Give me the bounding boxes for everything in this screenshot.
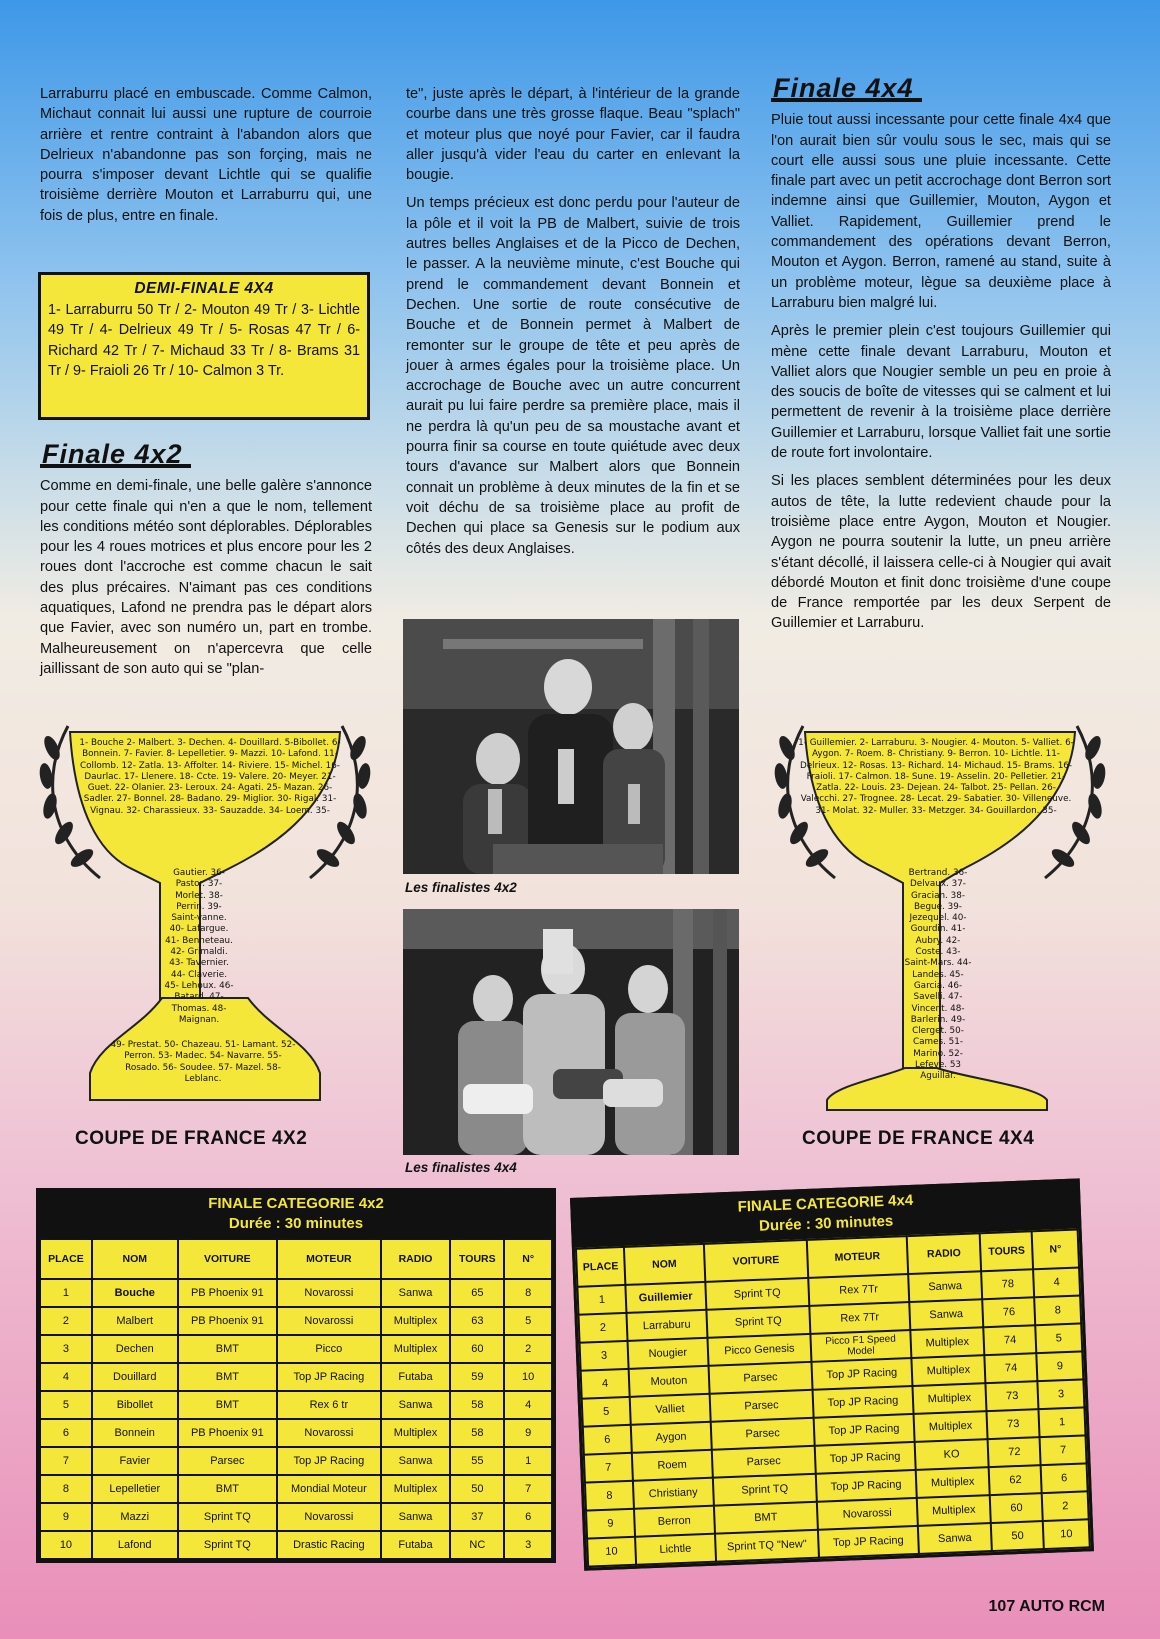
page-footer — [989, 1598, 1105, 1616]
table-cell: 74 — [984, 1325, 1037, 1355]
podium-photo-illustration — [403, 619, 739, 874]
demi-finale-results: 1- Larraburru 50 Tr / 2- Mouton 49 Tr / 3- Lichtle 49 Tr / 4- Delrieux 49 Tr / 5- Rosas 47 Tr / 6- Richard 42 Tr / 7- Michaud 33 Tr / 8- Brams 31 Tr / 9- Fraioli 26 Tr / 10- Calmon 3 Tr. — [48, 301, 360, 379]
table-cell: 9 — [1037, 1351, 1084, 1381]
table-cell: Multiplex — [915, 1467, 990, 1498]
table-row — [40, 1475, 552, 1503]
table-cell: 73 — [986, 1381, 1039, 1411]
cup-4x2-bowl-text: 1- Bouche 2- Malbert. 3- Dechen. 4- Douillard. 5-Bibollet. 6- Bonnein. 7- Favier. 8- Lepelletier. 9- Mazzi. 10- Lafond. 11- Collomb. 12- Zatla. 13- Affolter. 14- Riviere. 15- Michel. 16- Daurlac. 17- Llenere. 18- Ccte. 19- Valere. 20- Meyer. 21- Guet. 22- Olanier. 23- Leroux. 24- Agati. 25- Mazan. 26- Sadler. 27- Bonnel. 28- Badano. 29- Miglior. 30- Rigal. 31- Vignau. 32- Charassieux. 33- Sauzadde. 34- Loem. 35- — [79, 738, 341, 816]
table-cell: Multiplex — [916, 1495, 991, 1526]
table-cell: Sprint TQ "New" — [715, 1530, 819, 1562]
table-cell: Berron — [634, 1506, 715, 1537]
table-cell: 7 — [1040, 1435, 1087, 1465]
table-cell: 9 — [40, 1503, 92, 1531]
table-cell: 55 — [450, 1447, 504, 1475]
table-cell: 8 — [585, 1481, 634, 1511]
table-cell: 9 — [504, 1419, 552, 1447]
table-cell: Multiplex — [381, 1335, 451, 1363]
cup-4x4-stem-text: Bertrand. 36- Delvaux. 37- Gracian. 38- Begue. 39- Jezequel. 40- Gourdin. 41- Aubry. 42- Coste. 43- Saint-Mars. 44- Landes. 45- Garcia. 46- Savelli. 47- Vincent. 48- Barlerin. 49- Clerget. 50- Cames. 51- Marino. 52- Lefeve. 53 Aguillar. — [904, 868, 972, 1082]
table-cell: 10 — [1043, 1519, 1090, 1549]
table-cell: Sanwa — [381, 1503, 451, 1531]
table-cell: 6 — [1041, 1463, 1088, 1493]
table-cell: 3 — [1038, 1379, 1085, 1409]
table-cell: Novarossi — [277, 1279, 381, 1307]
table-row — [40, 1447, 552, 1475]
table-cell: Drastic Racing — [277, 1531, 381, 1559]
table-cell: 58 — [450, 1391, 504, 1419]
table-cell: 6 — [504, 1503, 552, 1531]
table-cell: Sprint TQ — [705, 1278, 809, 1310]
table-4x2-duration: Durée : 30 minutes — [228, 1215, 364, 1232]
table-cell: 78 — [981, 1269, 1034, 1299]
table-cell: 7 — [504, 1475, 552, 1503]
table-4x4-duration: Durée : 30 minutes — [758, 1212, 894, 1235]
table-row — [40, 1391, 552, 1419]
table-cell: Rex 7Tr — [809, 1302, 910, 1334]
table-cell: Sprint TQ — [713, 1474, 817, 1506]
table-cell: Parsec — [708, 1362, 812, 1394]
table-cell: Top JP Racing — [816, 1470, 917, 1502]
demi-finale-title: DEMI-FINALE 4X4 — [134, 280, 274, 297]
table-cell: Christiany — [633, 1478, 714, 1509]
table-4x2-title: FINALE CATEGORIE 4x2 — [208, 1195, 384, 1212]
table-cell: 2 — [1042, 1491, 1089, 1521]
table-4x4-grid — [575, 1229, 1091, 1568]
column-2 — [406, 84, 740, 567]
column-1-lower — [40, 439, 372, 687]
table-cell: Bibollet — [92, 1391, 178, 1419]
table-cell: Parsec — [711, 1446, 815, 1478]
table-cell: 4 — [504, 1391, 552, 1419]
table-4x2-header-row — [40, 1239, 552, 1279]
table-cell: Top JP Racing — [277, 1447, 381, 1475]
table-cell: 10 — [40, 1531, 92, 1559]
table-cell: 59 — [450, 1363, 504, 1391]
table-cell: Picco Genesis — [707, 1334, 811, 1366]
table-cell: 1 — [40, 1279, 92, 1307]
col2-paragraph-2: Un temps précieux est donc perdu pour l'auteur de la pôle et il voit la PB de Malbert, suivie de trois autres belles Anglaises et de la Picco de Dechen, le passer. A la neuvième minute, c'est Bouche qui prend le commandement devant Bonnein et Dechen. Une sortie de route consécutive de Bouche et de Bonnein permet à Malbert de remonter sur le groupe de tête et peu après de jouer à armes égales pour la troisième place. Un accrochage de Bouche avec un autre concurrent aurait pu lui faire perdre sa première place, mais il ne perdra là qu'un peu de sa moustache avant et pourra finir sa course en toute quiétude avec deux tours d'avance sur Malbert alors que Bonnein connait un problème à deux minutes de la fin et se voit déchu de sa troisième place au profit de Dechen qui place sa Genesis sur le podium aux côtés des deux Anglaises. — [406, 195, 740, 557]
finalists-photo-illustration — [403, 909, 739, 1155]
col-header: MOTEUR — [277, 1239, 381, 1279]
table-cell: Valliet — [630, 1394, 711, 1425]
cup-4x4-caption: COUPE DE FRANCE 4X4 — [802, 1128, 1035, 1149]
table-cell: Nougier — [627, 1338, 708, 1369]
col3-paragraph-2: Après le premier plein c'est toujours Guillemier qui mène cette finale devant Larraburu, Mouton et Valliet alors que Nougier semble un peu en proie à des soucis de boîte de vitesses qui se calment et lui permettent de revenir à la troisième place derrière Guillemier et Larraburu, lorsque Valliet fait une sortie de route fort involontaire. — [771, 323, 1111, 462]
table-cell: 3 — [504, 1531, 552, 1559]
table-cell: Roem — [632, 1450, 713, 1481]
table-cell: PB Phoenix 91 — [178, 1419, 278, 1447]
table-cell: Dechen — [92, 1335, 178, 1363]
col1-paragraph-1: Larraburru placé en embuscade. Comme Calmon, Michaut connait lui aussi une rupture de courroie arrière et rentre contraint à l'abandon alors que Delrieux n'abandonne pas son forçing, mais ne pourra s'imposer devant Lichtle qui se qualifie troisième derrière Mouton et Larraburru qui, une fois de plus, entre en finale. — [40, 86, 372, 224]
table-cell: 4 — [1033, 1268, 1080, 1298]
table-cell: Multiplex — [381, 1307, 451, 1335]
results-table-4x4 — [570, 1178, 1094, 1570]
table-cell: 5 — [504, 1307, 552, 1335]
table-cell: 37 — [450, 1503, 504, 1531]
photo-finalistes-4x2 — [403, 619, 739, 874]
table-cell: 72 — [988, 1437, 1041, 1467]
table-cell: 6 — [40, 1419, 92, 1447]
col-header: PLACE — [576, 1247, 625, 1287]
column-1 — [40, 84, 372, 234]
table-cell: 60 — [990, 1493, 1043, 1523]
table-cell: 50 — [450, 1475, 504, 1503]
table-cell: Sanwa — [381, 1447, 451, 1475]
table-4x2-header — [39, 1191, 553, 1238]
table-cell: 9 — [586, 1509, 635, 1539]
page-number: 107 — [988, 1598, 1016, 1615]
caption-finalistes-4x4: Les finalistes 4x4 — [405, 1160, 517, 1175]
table-cell: 2 — [578, 1313, 627, 1343]
table-cell: Guillemier — [625, 1282, 706, 1313]
table-cell: Mouton — [629, 1366, 710, 1397]
table-cell: Multiplex — [913, 1411, 988, 1442]
table-cell: Rex 6 tr — [277, 1391, 381, 1419]
caption-finalistes-4x2: Les finalistes 4x2 — [405, 880, 517, 895]
cup-4x2-base-text: 49- Prestat. 50- Chazeau. 51- Lamant. 52- Perron. 53- Madec. 54- Navarre. 55- Rosado. 56- Soudee. 57- Mazel. 58- Leblanc. — [110, 1040, 296, 1084]
table-cell: BMT — [178, 1363, 278, 1391]
col-header: PLACE — [40, 1239, 92, 1279]
table-cell: NC — [450, 1531, 504, 1559]
table-cell: Multiplex — [911, 1355, 986, 1386]
table-cell: Top JP Racing — [813, 1386, 914, 1418]
table-cell: Top JP Racing — [814, 1414, 915, 1446]
magazine-name: AUTO RCM — [1019, 1598, 1105, 1615]
table-cell: 8 — [40, 1475, 92, 1503]
finale-4x2-heading: Finale 4x2 — [40, 444, 191, 468]
table-cell: BMT — [714, 1502, 818, 1534]
table-cell: 3 — [580, 1341, 629, 1371]
table-cell: Futaba — [381, 1363, 451, 1391]
table-cell: Multiplex — [912, 1383, 987, 1414]
cup-4x2-caption: COUPE DE FRANCE 4X2 — [75, 1128, 308, 1149]
col3-paragraph-1: Pluie tout aussi incessante pour cette finale 4x4 que l'on aurait bien sûr voulu sous le sec, mais qui se court elle aussi sous une pluie incessante. Cette finale part avec un petit accrochage dont Berron sort indemne ainsi que Guillemier, Mouton, Aygon et Valliet. Rapidement, Guillemier prend le commandement des opérations devant Berron, Mouton et Aygon. Berron, ramené au stand, suite à un problème moteur, lègue sa deuxième place à Larraburu bien malgré lui. — [771, 112, 1111, 311]
table-cell: Sanwa — [908, 1271, 983, 1302]
table-cell: 7 — [584, 1453, 633, 1483]
table-row — [40, 1307, 552, 1335]
col-header: RADIO — [381, 1239, 451, 1279]
table-cell: Novarossi — [277, 1307, 381, 1335]
table-cell: Picco F1 Speed Model — [811, 1330, 912, 1362]
table-cell: Futaba — [381, 1531, 451, 1559]
col-header: NOM — [624, 1244, 705, 1285]
col1-paragraph-2: Comme en demi-finale, une belle galère s'annonce pour cette finale qui n'en a que le nom, tellement les conditions météo sont déplorables. Déplorables pour les 4 roues motrices et plus encore pour les 2 roues dont l'accroche est comme chacun le sait des plus précaires. N'aimant pas ces conditions aquatiques, Lafond ne prendra pas le départ alors que Favier, avec son numéro un, part en trombe. Malheureusement on n'apercevra que celle jaillissant de son auto qui se "plan- — [40, 478, 372, 677]
table-cell: Douillard — [92, 1363, 178, 1391]
table-cell: 7 — [40, 1447, 92, 1475]
table-cell: Sanwa — [909, 1299, 984, 1330]
table-cell: Multiplex — [381, 1419, 451, 1447]
table-cell: Mondial Moteur — [277, 1475, 381, 1503]
demi-finale-box — [38, 272, 370, 420]
table-row — [40, 1531, 552, 1559]
table-cell: 10 — [587, 1537, 636, 1567]
table-cell: Sprint TQ — [178, 1503, 278, 1531]
table-cell: Bonnein — [92, 1419, 178, 1447]
table-cell: 8 — [1034, 1295, 1081, 1325]
table-cell: 76 — [983, 1297, 1036, 1327]
table-cell: 6 — [583, 1425, 632, 1455]
col2-paragraph-1: te", juste après le départ, à l'intérieur de la grande courbe dans une très grosse flaque. Beau "splach" et moteur plus que noyé pour Favier, car il faudra aller jusqu'à vider l'eau du carter en enlevant la bougie. — [406, 86, 740, 184]
table-cell: Mazzi — [92, 1503, 178, 1531]
table-cell: Rex 7Tr — [808, 1274, 909, 1306]
table-cell: Favier — [92, 1447, 178, 1475]
table-cell: BMT — [178, 1391, 278, 1419]
col-header: MOTEUR — [807, 1236, 908, 1278]
table-cell: Novarossi — [277, 1503, 381, 1531]
table-cell: 8 — [504, 1279, 552, 1307]
table-cell: 1 — [504, 1447, 552, 1475]
table-cell: 10 — [504, 1363, 552, 1391]
col-header: N° — [1032, 1230, 1079, 1270]
cup-4x4-bowl-text: 1- Guillemier. 2- Larraburu. 3- Nougier. 4- Mouton. 5- Valliet. 6- Aygon. 7- Roem. 8- Christiany. 9- Berron. 10- Lichtle. 11- Delrieux. 12- Rosas. 13- Richard. 14- Michaud. 15- Brams. 16- Fraioli. 17- Calmon. 18- Sune. 19- Asselin. 20- Pelletier. 21- Zatla. 22- Louis. 23- Dejean. 24- Talbot. 25- Pellan. 26- Valecchi. 27- Trognee. 28- Lecat. 29- Sabatier. 30- Villeneuve. 31- Molat. 32- Muller. 33- Metzger. 34- Gouillardon. 35- — [798, 738, 1074, 816]
table-cell: Top JP Racing — [818, 1526, 919, 1558]
table-cell: PB Phoenix 91 — [178, 1307, 278, 1335]
table-cell: 2 — [504, 1335, 552, 1363]
table-row — [40, 1279, 552, 1307]
table-cell: 73 — [987, 1409, 1040, 1439]
results-table-4x2 — [36, 1188, 556, 1563]
cup-4x2-stem-text: Gautier. 36- Pastor. 37- Morlet. 38- Perrin. 39- Saint-vanne. 40- Lafargue. 41- Benneteau. 42- Grimaldi. 43- Tavernier. 44- Claverie. 45- Lehoux. 46- Batard. 47- Thomas. 48- Maignan. — [164, 868, 234, 1025]
table-cell: Picco — [277, 1335, 381, 1363]
col-header: VOITURE — [178, 1239, 278, 1279]
table-cell: 5 — [582, 1397, 631, 1427]
table-cell: Parsec — [178, 1447, 278, 1475]
table-cell: Sanwa — [381, 1279, 451, 1307]
table-row — [40, 1503, 552, 1531]
table-row — [40, 1335, 552, 1363]
table-row — [40, 1363, 552, 1391]
table-cell: Sanwa — [381, 1391, 451, 1419]
photo-finalistes-4x4 — [403, 909, 739, 1155]
table-cell: Top JP Racing — [815, 1442, 916, 1474]
table-cell: Multiplex — [910, 1327, 985, 1358]
table-cell: 62 — [989, 1465, 1042, 1495]
table-4x4-title: FINALE CATEGORIE 4x4 — [737, 1191, 914, 1216]
table-cell: Novarossi — [817, 1498, 918, 1530]
col-header: TOURS — [980, 1231, 1033, 1271]
table-cell: Larraburu — [626, 1310, 707, 1341]
table-cell: 2 — [40, 1307, 92, 1335]
table-cell: Parsec — [709, 1390, 813, 1422]
col-header: RADIO — [906, 1233, 981, 1274]
table-cell: Top JP Racing — [812, 1358, 913, 1390]
table-cell: Multiplex — [381, 1475, 451, 1503]
table-cell: 58 — [450, 1419, 504, 1447]
table-cell: 63 — [450, 1307, 504, 1335]
table-cell: Sprint TQ — [178, 1531, 278, 1559]
table-cell: BMT — [178, 1335, 278, 1363]
table-cell: 74 — [985, 1353, 1038, 1383]
table-cell: PB Phoenix 91 — [178, 1279, 278, 1307]
table-cell: Sprint TQ — [706, 1306, 810, 1338]
table-cell: Novarossi — [277, 1419, 381, 1447]
table-cell: 4 — [581, 1369, 630, 1399]
table-cell: 3 — [40, 1335, 92, 1363]
table-4x2-grid — [39, 1238, 553, 1560]
table-cell: 50 — [991, 1521, 1044, 1551]
table-cell: 60 — [450, 1335, 504, 1363]
col-header: VOITURE — [704, 1240, 809, 1282]
table-cell: Top JP Racing — [277, 1363, 381, 1391]
column-3 — [771, 73, 1111, 642]
table-cell: 5 — [40, 1391, 92, 1419]
table-cell: Malbert — [92, 1307, 178, 1335]
col-header: N° — [504, 1239, 552, 1279]
table-cell: 5 — [1035, 1323, 1082, 1353]
table-cell: 65 — [450, 1279, 504, 1307]
table-cell: 1 — [1039, 1407, 1086, 1437]
table-cell: Parsec — [710, 1418, 814, 1450]
table-cell: Lichtle — [635, 1534, 716, 1565]
col-header: NOM — [92, 1239, 178, 1279]
col-header: TOURS — [450, 1239, 504, 1279]
table-cell: 1 — [577, 1285, 626, 1315]
table-cell: BMT — [178, 1475, 278, 1503]
table-cell: Lepelletier — [92, 1475, 178, 1503]
table-cell: Sanwa — [917, 1523, 992, 1554]
table-cell: KO — [914, 1439, 989, 1470]
finale-4x4-heading: Finale 4x4 — [771, 78, 922, 102]
table-cell: 4 — [40, 1363, 92, 1391]
table-cell: Aygon — [631, 1422, 712, 1453]
table-cell: Lafond — [92, 1531, 178, 1559]
table-cell: Bouche — [92, 1279, 178, 1307]
col3-paragraph-3: Si les places semblent déterminées pour les deux autos de tête, la lutte redevient chaude pour la troisième place entre Aygon, Mouton et Nougier. Aygon ne pourra soutenir la lutte, un pneu arrière s'étant décollé, il laissera celle-ci à Nougier qui avait débordé Mouton et finit donc troisième d'une coupe de France remportée par les deux Serpent de Guillemier et Larraburu. — [771, 473, 1111, 632]
table-row — [40, 1419, 552, 1447]
